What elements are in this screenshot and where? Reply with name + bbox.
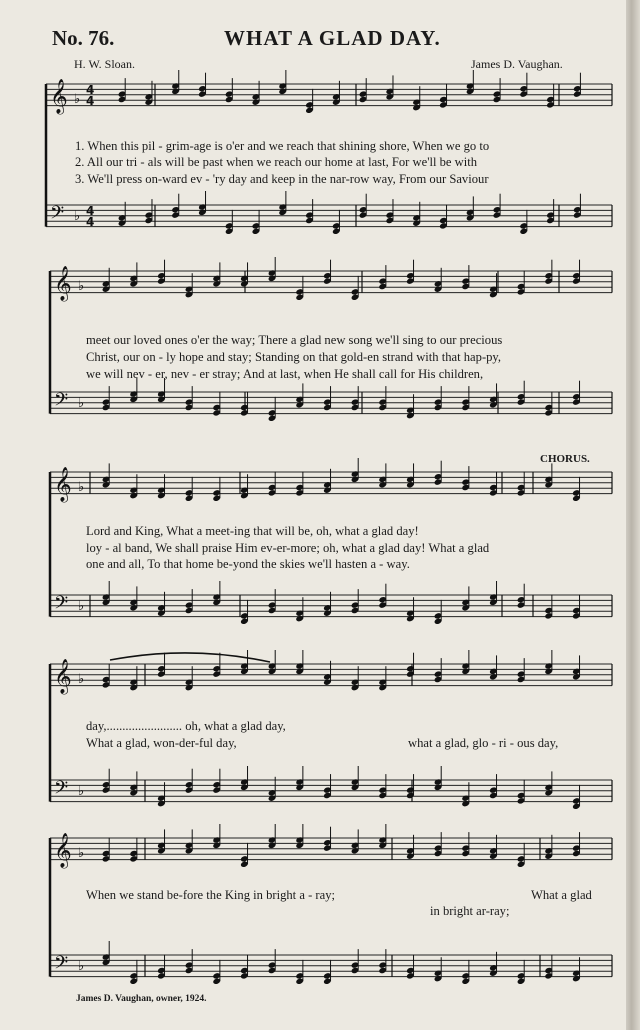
composer-credit: James D. Vaughan. <box>471 57 563 71</box>
lyric-line-s4-c: what a glad, glo - ri - ous day, <box>408 736 559 750</box>
lyric-line-s2-v3: we will nev - er, nev - er stray; And at last, when He shall call for His children, <box>86 367 484 381</box>
lyric-line-s1-v2: 2. All our tri - als will be past when we reach our home at last, For we'll be with <box>75 155 478 169</box>
lyric-line-s2-v2: Christ, our on - ly hope and stay; Standing on that gold-en strand with that hap-py, <box>86 350 502 364</box>
key-flat-icon: ♭ <box>78 396 85 411</box>
time-signature: 4 <box>86 94 95 108</box>
hymn-number: No. 76. <box>52 26 115 50</box>
key-flat-icon: ♭ <box>78 672 85 687</box>
treble-clef-icon: 𝄞 <box>54 659 72 694</box>
lyric-line-s1-v1: 1. When this pil - grim-age is o'er and we reach that shining shore, When we go to <box>75 139 490 153</box>
key-flat-icon: ♭ <box>78 959 85 974</box>
lyric-line-s4-b: What a glad, won-der-ful day, <box>86 736 237 750</box>
treble-clef-icon: 𝄞 <box>54 467 72 502</box>
page-binding-edge <box>626 0 640 1030</box>
chorus-marker: CHORUS. <box>540 453 590 465</box>
treble-clef-icon: 𝄞 <box>54 833 72 868</box>
hymn-title: WHAT A GLAD DAY. <box>224 26 441 50</box>
key-flat-icon: ♭ <box>78 846 85 861</box>
lyric-line-s5-a: When we stand be-fore the King in bright a - ray; <box>86 888 335 902</box>
copyright-notice: James D. Vaughan, owner, 1924. <box>76 994 207 1004</box>
lyric-line-s5-b: What a glad <box>531 888 592 902</box>
bass-clef-icon: 𝄢 <box>54 390 69 415</box>
time-signature: 4 <box>86 215 95 229</box>
key-flat-icon: ♭ <box>78 784 85 799</box>
lyric-line-s3-v2: loy - al band, We shall praise Him ev-er-more; oh, what a glad day! What a glad <box>86 541 490 555</box>
key-flat-icon: ♭ <box>74 209 81 224</box>
bass-clef-icon: 𝄢 <box>54 953 69 978</box>
slur <box>110 653 270 662</box>
time-signature: 4 <box>86 83 95 97</box>
key-flat-icon: ♭ <box>78 599 85 614</box>
bass-clef-icon: 𝄢 <box>54 778 69 803</box>
key-flat-icon: ♭ <box>78 480 85 495</box>
key-flat-icon: ♭ <box>78 279 85 294</box>
lyric-line-s5-c: in bright ar-ray; <box>430 904 510 918</box>
lyric-line-s3-v1: Lord and King, What a meet-ing that will be, oh, what a glad day! <box>86 524 419 538</box>
bass-clef-icon: 𝄢 <box>50 203 65 228</box>
bass-clef-icon: 𝄢 <box>54 593 69 618</box>
key-flat-icon: ♭ <box>74 92 81 107</box>
time-signature: 4 <box>86 204 95 218</box>
lyric-line-s3-v3: one and all, To that home be-yond the skies we'll hasten a - way. <box>86 557 410 571</box>
lyric-line-s2-v1: meet our loved ones o'er the way; There a glad new song we'll sing to our precious <box>86 333 503 347</box>
treble-clef-icon: 𝄞 <box>50 79 68 114</box>
lyric-line-s1-v3: 3. We'll press on-ward ev - 'ry day and keep in the nar-row way, From our Saviour <box>75 172 489 186</box>
lyricist-credit: H. W. Sloan. <box>74 57 136 71</box>
lyric-line-s4-a: day,........................ oh, what a glad day, <box>86 719 286 733</box>
treble-clef-icon: 𝄞 <box>54 266 72 301</box>
